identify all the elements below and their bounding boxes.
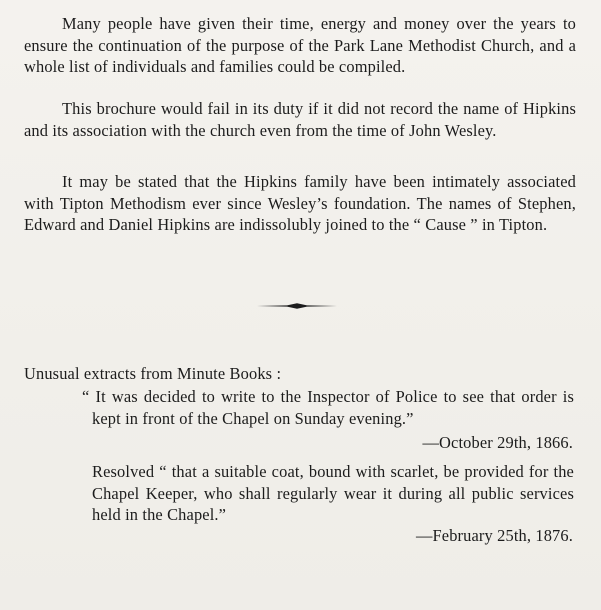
extract-police-date: —October 29th, 1866. (422, 433, 573, 452)
ornamental-divider-icon (257, 300, 337, 312)
extract-coat-date: —February 25th, 1876. (415, 526, 573, 545)
extracts-heading: Unusual extracts from Minute Books : (24, 364, 282, 383)
extract-coat-quote: Resolved “ that a suitable coat, bound with scarlet, be provided for the Chapel Keeper, who shall regularly wear it during all public services held in the Chapel.” (92, 462, 574, 524)
extract-police-quote: “ It was decided to write to the Inspector of Police to see that order is kept in front of the Chapel on Sunday evening.” (82, 387, 574, 428)
paragraph-hipkins-record: This brochure would fail in its duty if it did not record the name of Hipkins and its association with the church even from the time of John Wesley. (24, 99, 576, 140)
paragraph-contributors: Many people have given their time, energy and money over the years to ensure the continuation of the purpose of the Park Lane Methodist Church, and a whole list of individuals and families could be compiled. (24, 14, 576, 76)
paragraph-hipkins-family: It may be stated that the Hipkins family have been intimately associated with Tipton Methodism ever since Wesley’s foundation. The names of Stephen, Edward and Daniel Hipkins are indissolubly joined to the “ Cause ” in Tipton. (24, 172, 576, 234)
